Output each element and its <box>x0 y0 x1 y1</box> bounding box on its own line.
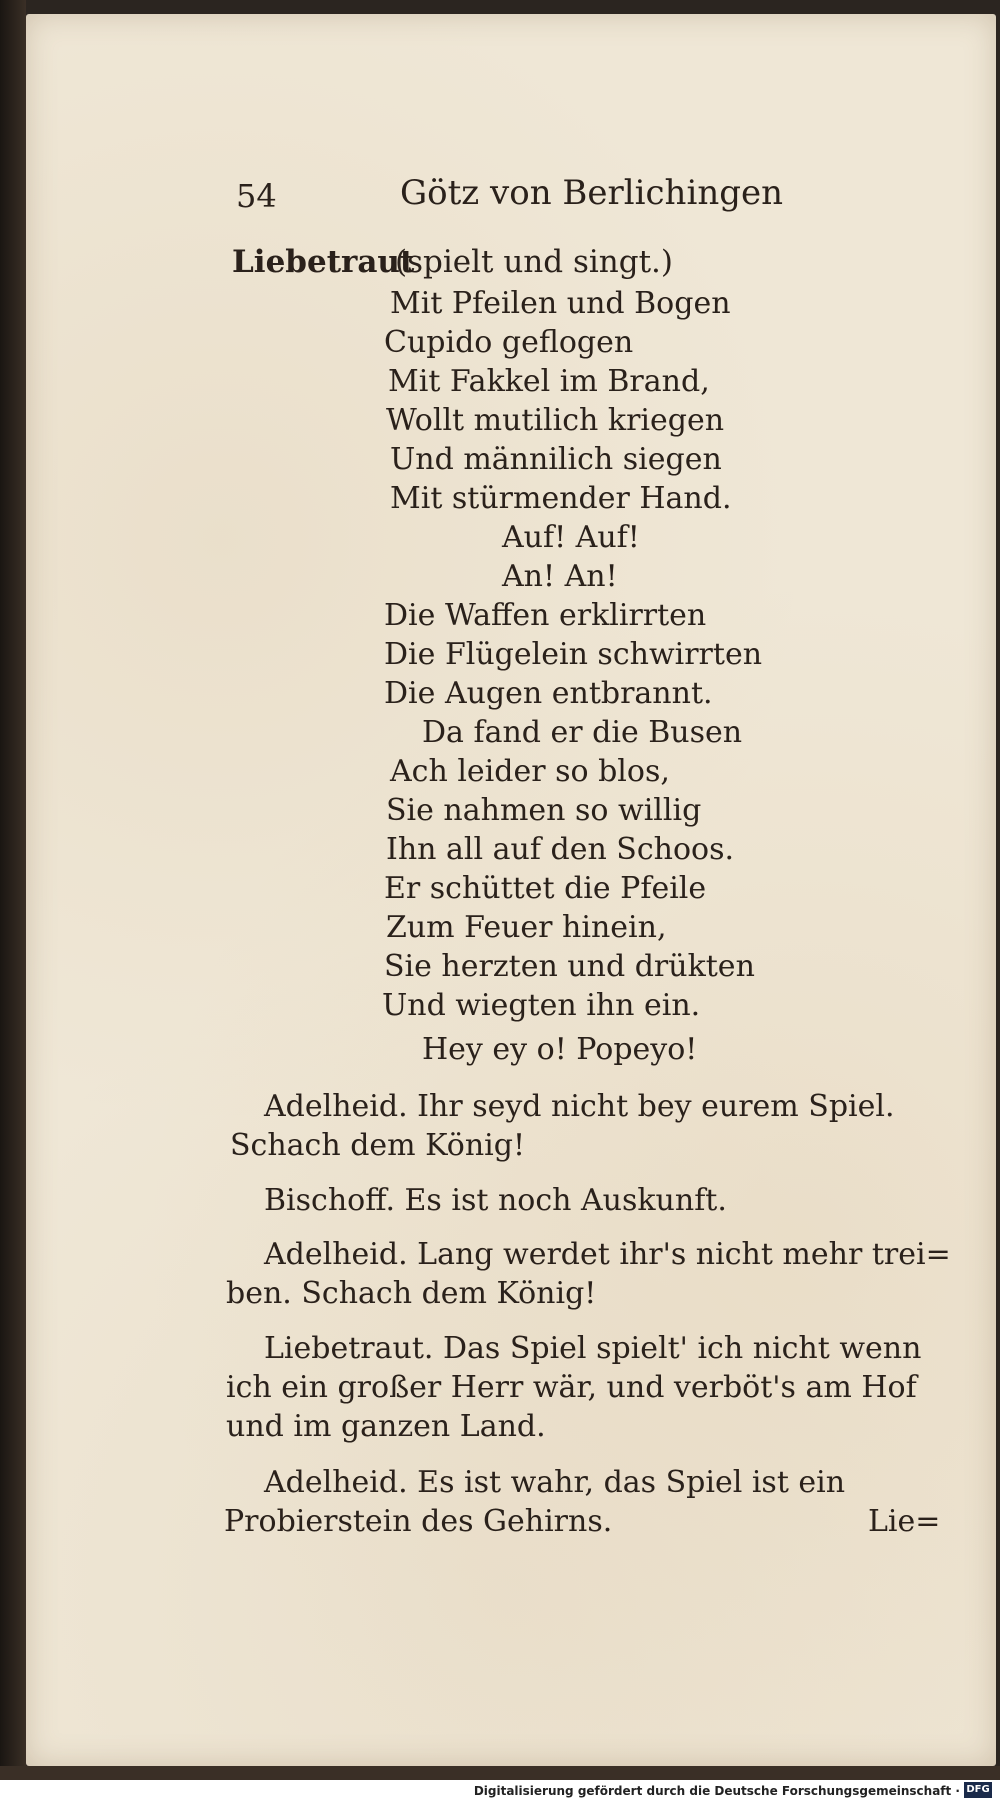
verse-line: Und männilich siegen <box>390 442 722 477</box>
verse-line: Er schüttet die Pfeile <box>384 871 707 906</box>
verse-line: An! An! <box>502 559 618 594</box>
dialogue-line: Adelheid. Ihr seyd nicht bey eurem Spiel. <box>264 1089 895 1124</box>
verse-line: Mit Pfeilen und Bogen <box>390 286 731 321</box>
page-number: 54 <box>236 177 277 215</box>
verse-line: Wollt mutilich kriegen <box>386 403 725 438</box>
dialogue-line: Adelheid. Lang werdet ihr's nicht mehr trei= <box>264 1237 951 1272</box>
dialogue-line: Liebetraut. Das Spiel spielt' ich nicht wenn <box>264 1331 922 1366</box>
verse-line: Auf! Auf! <box>502 520 640 555</box>
verse-line: Cupido geflogen <box>384 325 634 360</box>
verse-line: Mit Fakkel im Brand, <box>388 364 710 399</box>
verse-line: Sie herzten und drükten <box>384 949 755 984</box>
dialogue-line: Probierstein des Gehirns. <box>224 1504 613 1539</box>
funding-notice: Digitalisierung gefördert durch die Deutsche Forschungsgemeinschaft · <box>473 1784 960 1798</box>
verse-line: Die Flügelein schwirrten <box>384 637 763 672</box>
verse-line: Ach leider so blos, <box>390 754 670 789</box>
verse-line: Da fand er die Busen <box>422 715 743 750</box>
verse-line: Die Waffen erklirrten <box>384 598 707 633</box>
book-spine-edge <box>0 0 26 1802</box>
verse-line: Mit stürmender Hand. <box>390 481 732 516</box>
verse-line: Ihn all auf den Schoos. <box>386 832 735 867</box>
verse-line: Hey ey o! Popeyo! <box>422 1032 698 1067</box>
verse-line: Zum Feuer hinein, <box>386 910 667 945</box>
catchword: Lie= <box>868 1504 941 1539</box>
dialogue-line: Schach dem König! <box>230 1128 526 1163</box>
running-title: Götz von Berlichingen <box>400 173 783 213</box>
speaker-liebetraut: Liebetraut <box>232 244 415 280</box>
dialogue-line: Bischoff. Es ist noch Auskunft. <box>264 1183 727 1218</box>
dialogue-line: ben. Schach dem König! <box>226 1276 597 1311</box>
verse-line: Und wiegten ihn ein. <box>382 988 701 1023</box>
book-bottom-edge <box>0 1766 1000 1780</box>
dialogue-line: und im ganzen Land. <box>226 1409 546 1444</box>
verse-line: Die Augen entbrannt. <box>384 676 713 711</box>
verse-line: Sie nahmen so willig <box>386 793 702 828</box>
stage-direction: (spielt und singt.) <box>395 244 674 280</box>
dfg-logo-icon: DFG <box>964 1782 992 1798</box>
dialogue-line: Adelheid. Es ist wahr, das Spiel ist ein <box>264 1465 846 1500</box>
dialogue-line: ich ein großer Herr wär, und verböt's am Hof <box>226 1370 917 1405</box>
